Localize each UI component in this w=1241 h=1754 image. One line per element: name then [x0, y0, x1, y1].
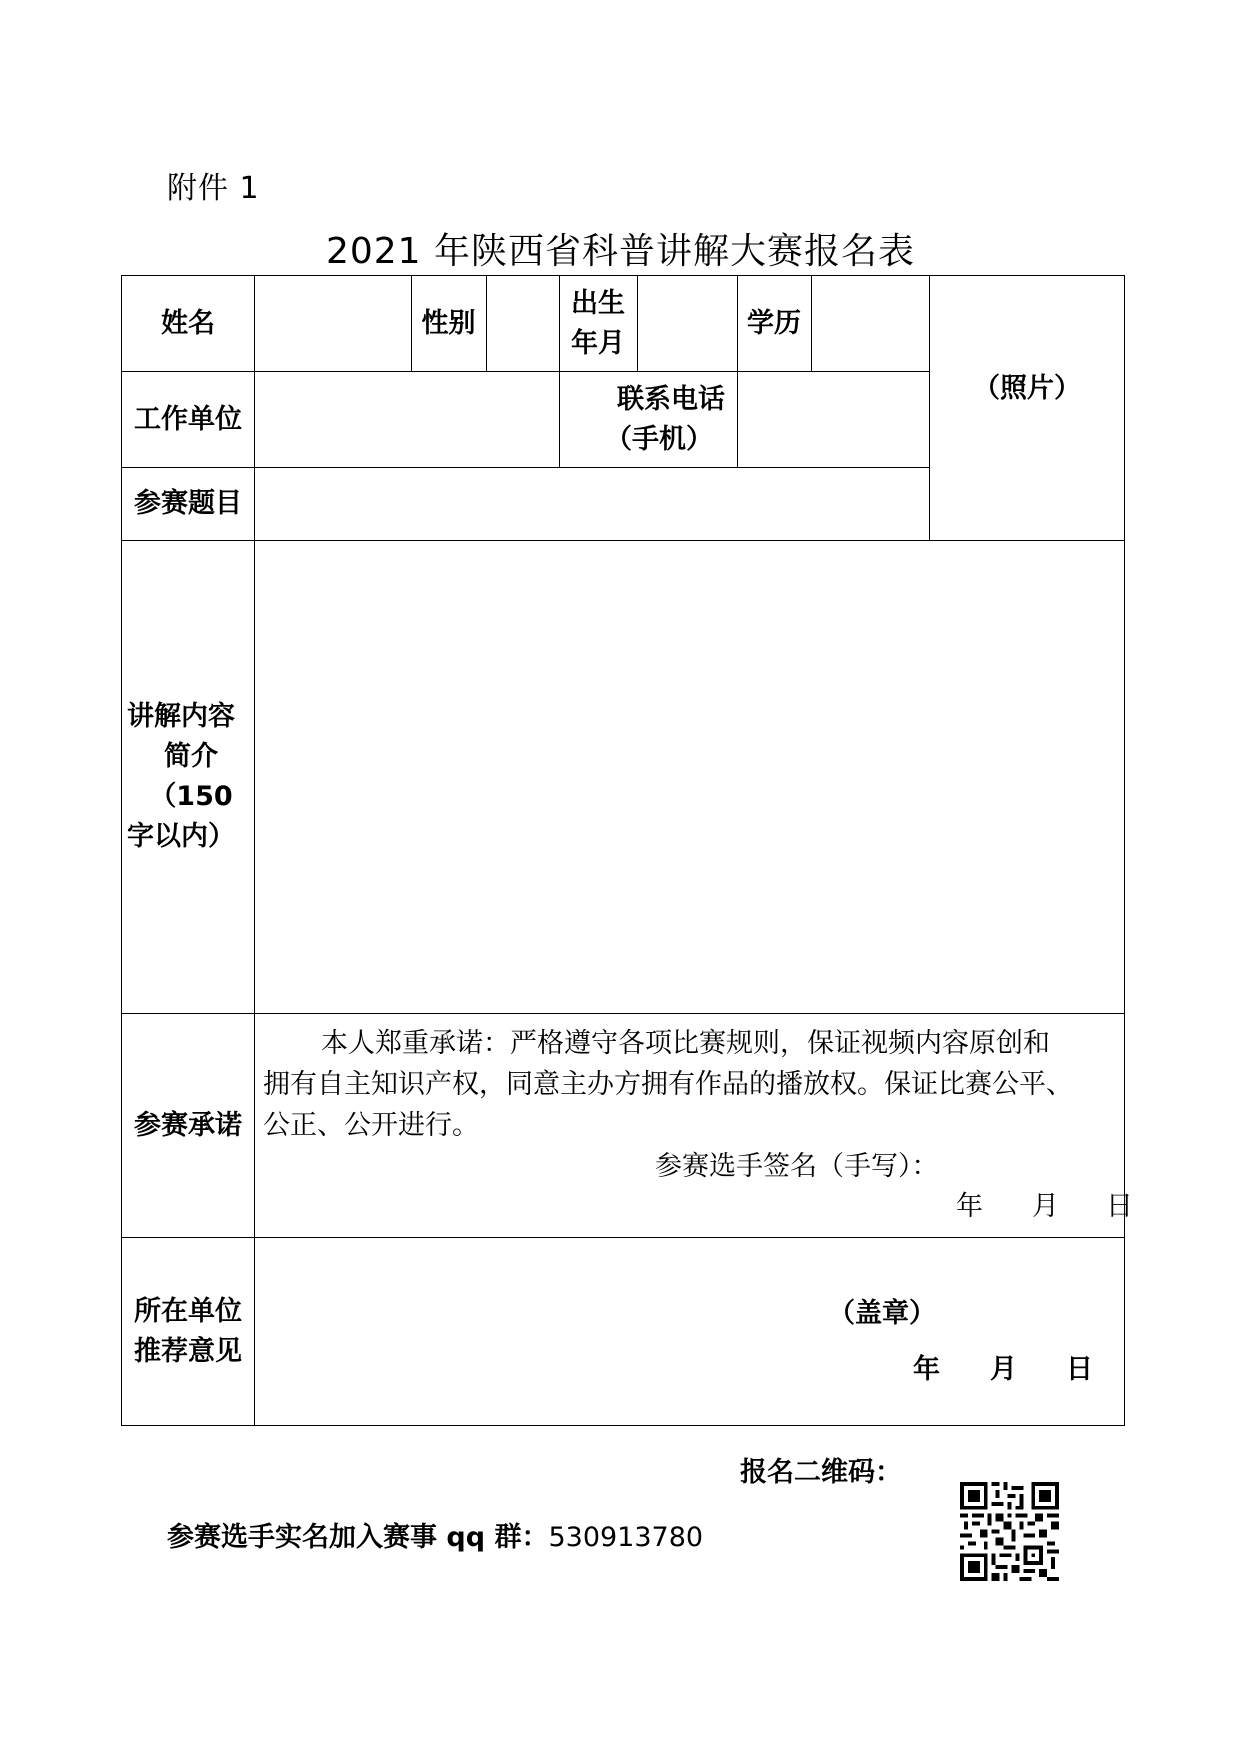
- qq-group-line: [167, 1515, 703, 1554]
- recommend-date-month: 月: [990, 1354, 1017, 1385]
- education-field[interactable]: [811, 275, 929, 372]
- phone-label-line2: （手机）: [605, 423, 713, 455]
- topic-label: 参赛题目: [134, 488, 242, 519]
- intro-label: [121, 541, 255, 1013]
- pledge-line-3: 公正、公开进行。: [263, 1110, 479, 1141]
- name-field[interactable]: [255, 275, 411, 372]
- pledge-date-month: 月: [1032, 1191, 1059, 1222]
- gender-field[interactable]: [486, 275, 559, 372]
- intro-label-line2: 简介（150: [149, 741, 233, 812]
- education-label: 学历: [747, 307, 801, 339]
- attachment-label: 附件 1: [167, 171, 260, 206]
- pledge-label: 参赛承诺: [134, 1109, 242, 1141]
- recommend-date-day: 日: [1066, 1354, 1093, 1385]
- photo-label: （照片）: [973, 373, 1081, 404]
- seal-label: （盖章）: [828, 1298, 936, 1329]
- photo-box[interactable]: [930, 275, 1124, 540]
- pledge-line-1: 本人郑重承诺：严格遵守各项比赛规则，保证视频内容原创和: [321, 1028, 1050, 1059]
- work-unit-field[interactable]: [255, 372, 559, 467]
- intro-label-line3: 字以内）: [127, 821, 235, 852]
- recommend-label-line1: 所在单位: [134, 1295, 242, 1327]
- phone-field[interactable]: [737, 372, 929, 467]
- pledge-date-day: 日: [1106, 1191, 1133, 1222]
- registration-qr-label: 报名二维码：: [740, 1457, 902, 1488]
- phone-label-line1: 联系电话: [617, 383, 725, 415]
- recommend-label: [121, 1238, 255, 1425]
- birth-field[interactable]: [637, 275, 737, 372]
- work-unit-label: 工作单位: [134, 403, 242, 435]
- pledge-box: [255, 1014, 1133, 1237]
- registration-qr-code[interactable]: [960, 1482, 1059, 1581]
- qq-group-number: 530913780: [548, 1522, 704, 1553]
- recommend-box[interactable]: [255, 1238, 1124, 1425]
- recommend-date-year: 年: [913, 1354, 940, 1385]
- birth-label-line1: 出生: [571, 287, 625, 319]
- intro-label-line1: 讲解内容: [127, 701, 235, 732]
- pledge-date-year: 年: [956, 1191, 983, 1222]
- gender-label: 性别: [421, 307, 476, 339]
- birth-label: [559, 275, 637, 372]
- qq-group-label: 参赛选手实名加入赛事 qq 群：: [167, 1522, 549, 1553]
- pledge-line-2: 拥有自主知识产权，同意主办方拥有作品的播放权。保证比赛公平、: [263, 1069, 1073, 1100]
- topic-field[interactable]: [255, 468, 929, 540]
- phone-label: [559, 372, 737, 467]
- name-label: 姓名: [161, 307, 215, 339]
- form-title: 2021 年陕西省科普讲解大赛报名表: [325, 231, 916, 272]
- signature-label: 参赛选手签名（手写）：: [655, 1151, 939, 1182]
- recommend-label-line2: 推荐意见: [134, 1335, 242, 1367]
- intro-field[interactable]: [255, 541, 1124, 1013]
- birth-label-line2: 年月: [571, 327, 625, 359]
- registration-table: [121, 275, 1133, 1425]
